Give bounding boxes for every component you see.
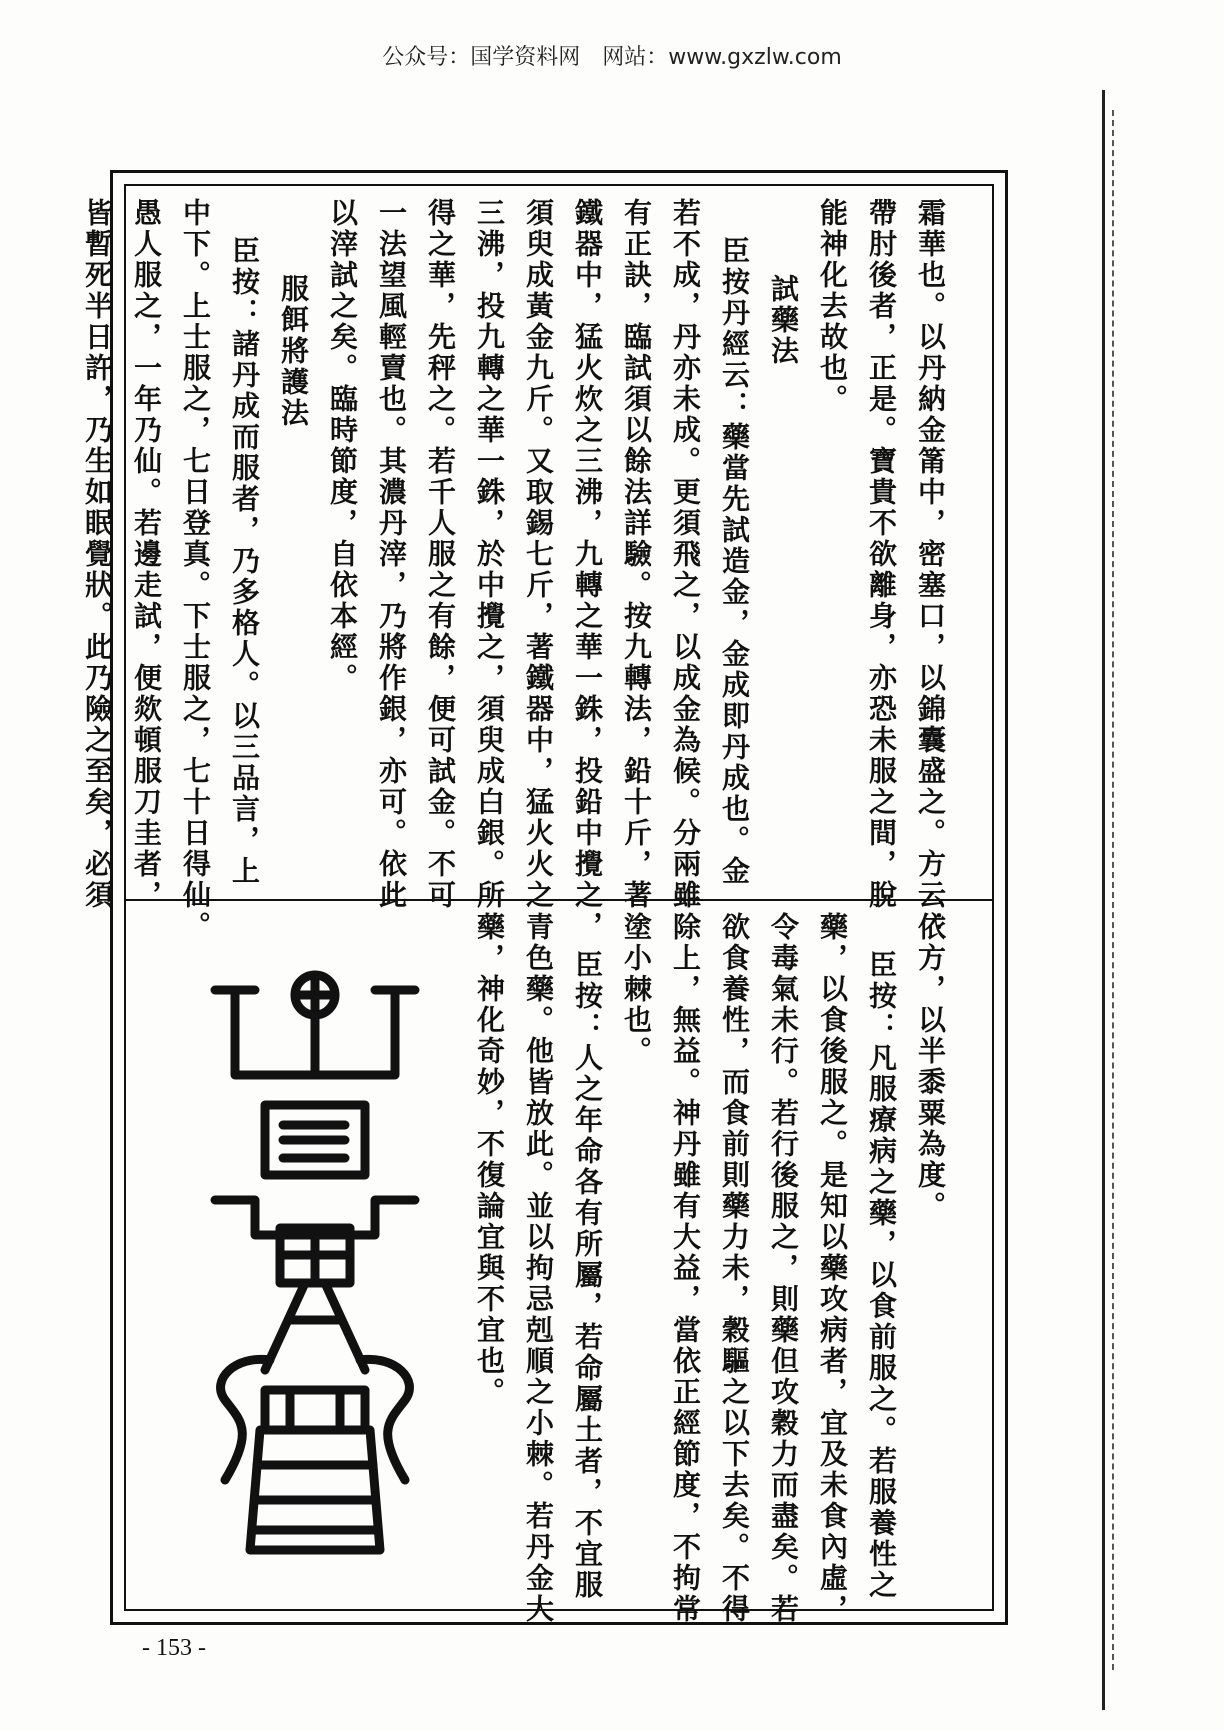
text-column: 能神化去故也。 bbox=[816, 198, 849, 415]
text-column: 中下。上士服之，七日登真。下士服之，七十日得仙。 bbox=[179, 198, 212, 942]
text-column: 霜華也。以丹納金筩中，密塞口，以錦囊盛之。方云： bbox=[914, 198, 947, 942]
text-column: 得之華，先秤之。若千人服之有餘，便可試金。不可 bbox=[424, 198, 457, 911]
talisman-seal-illustration bbox=[195, 960, 435, 1560]
text-column: 三沸，投九轉之華一銖，於中攪之，須臾成白銀。所 bbox=[473, 198, 506, 911]
text-column: 欲食養性，而食前則藥力未，穀驅之以下去矣。不得 bbox=[718, 912, 751, 1625]
text-column: 臣按：人之年命各有所屬，若命屬土者，不宜服 bbox=[571, 950, 604, 1601]
text-column: 一法望風輕賣也。其濃丹滓，乃將作銀，亦可。依此 bbox=[375, 198, 408, 911]
bottom-text-panel bbox=[473, 912, 948, 1625]
text-column: 以滓試之矣。臨時節度，自依本經。 bbox=[326, 198, 359, 694]
text-column: 臣按：凡服療病之藥，以食前服之。若服養性之 bbox=[865, 950, 898, 1601]
text-column: 令毒氣未行。若行後服之，則藥但攻穀力而盡矣。若 bbox=[767, 912, 800, 1625]
binding-edge bbox=[1102, 90, 1105, 1710]
text-column: 有正訣，臨試須以餘法詳驗。按九轉法，鉛十斤，著 bbox=[620, 198, 653, 911]
text-column: 青色藥。他皆放此。並以拘忌剋順之小棘。若丹金大 bbox=[522, 912, 555, 1625]
binding-edge-shadow bbox=[1112, 110, 1114, 1670]
text-column: 臣按丹經云：藥當先試造金，金成即丹成也。金 bbox=[718, 236, 751, 887]
page-number: - 153 - bbox=[142, 1635, 206, 1661]
text-column: 除上，無益。神丹雖有大益，當依正經節度，不拘常 bbox=[669, 912, 702, 1625]
text-column: 塗小棘也。 bbox=[620, 912, 653, 1067]
text-column: 臣按：諸丹成而服者，乃多格人。以三品言，上 bbox=[228, 236, 261, 887]
text-column: 藥，神化奇妙，不復論宜與不宜也。 bbox=[473, 912, 506, 1408]
text-column: 鐵器中，猛火炊之三沸，九轉之華一銖，投鉛中攪之， bbox=[571, 198, 604, 942]
section-title: 試藥法 bbox=[767, 274, 800, 367]
top-text-panel bbox=[81, 198, 948, 942]
section-title: 服餌將護法 bbox=[277, 274, 310, 429]
text-column: 藥，以食後服之。是知以藥攻病者，宜及未食內虛， bbox=[816, 912, 849, 1625]
text-column: 皆暫死半日許，乃生如眠覺狀。此乃險之至矣，必須 bbox=[81, 198, 114, 911]
text-column: 須臾成黃金九斤。又取錫七斤，著鐵器中，猛火火之 bbox=[522, 198, 555, 911]
text-column: 帶肘後者，正是。寶貴不欲離身，亦恐未服之間，脫 bbox=[865, 198, 898, 911]
text-column: 愚人服之，一年乃仙。若邊走試，便欻頓服刀圭者， bbox=[130, 198, 163, 911]
page-header: 公众号：国学资料网 网站：www.gxzlw.com bbox=[382, 45, 842, 70]
text-column: 若不成，丹亦未成。更須飛之，以成金為候。分兩雖 bbox=[669, 198, 702, 911]
text-column: 依方，以半黍粟為度。 bbox=[914, 912, 947, 1222]
